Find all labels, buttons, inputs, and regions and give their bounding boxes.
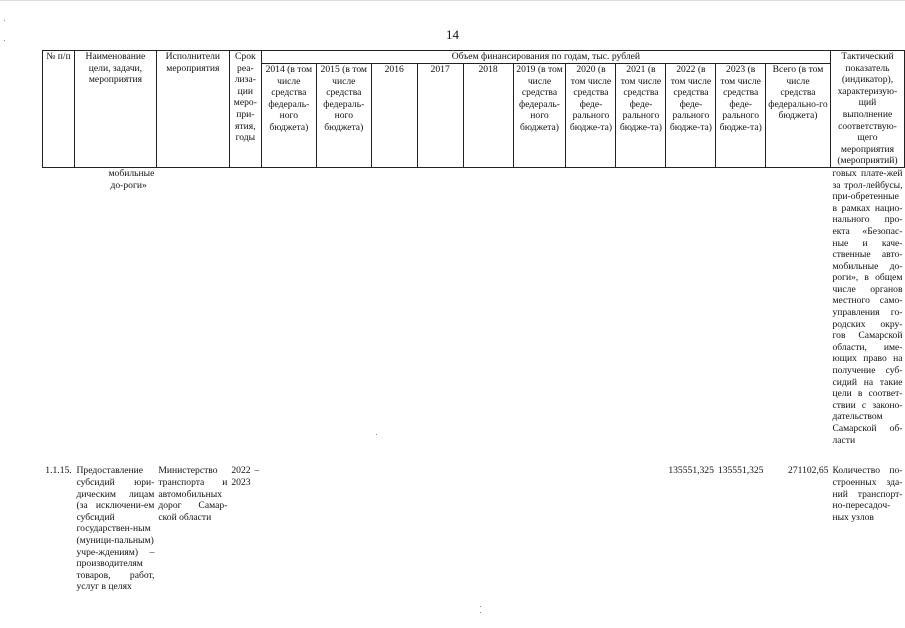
row-term	[229, 167, 261, 457]
row-num: 1.1.15.	[45, 465, 72, 477]
header-executors: Исполнители мероприятия	[156, 51, 229, 168]
header-indicator: Тактический показатель (индикатор), характеризую-щий выполнение соответствую-щего мероприятия (мероприятий)	[830, 51, 904, 168]
scan-speck	[480, 606, 481, 607]
header-year-2014: 2014 (в том числе средства федераль-ного бюджета)	[261, 64, 316, 168]
header-name: Наименование цели, задачи, мероприятия	[74, 51, 156, 168]
top-rule	[0, 0, 905, 1]
header-year-2017: 2017	[417, 64, 463, 168]
scan-speck	[480, 612, 481, 613]
row-value-total	[765, 167, 830, 457]
header-year-2022: 2022 (в том числе средства феде-рального бюдже-та)	[666, 64, 716, 168]
row-value-2023: 135551,325	[717, 465, 764, 477]
table-row	[43, 457, 905, 607]
row-num	[43, 167, 75, 457]
header-year-2023: 2023 (в том числе средства феде-рального бюдже-та)	[716, 64, 766, 168]
scan-speck	[376, 434, 377, 435]
header-year-2019: 2019 (в том числе средства федераль-ного бюджета)	[513, 64, 566, 168]
row-value-2022: 135551,325	[668, 465, 714, 477]
page-number: 14	[446, 27, 459, 42]
header-year-2015: 2015 (в том числе средства федераль-ного бюджета)	[316, 64, 371, 168]
header-year-2016: 2016	[371, 64, 417, 168]
row-value-2022	[666, 167, 716, 457]
header-year-2020: 2020 (в том числе средства феде-рального бюдже-та)	[566, 64, 616, 168]
scan-speck	[4, 40, 5, 41]
row-executors	[156, 167, 229, 457]
header-total: Всего (в том числе средства федерально-го бюджета)	[765, 64, 830, 168]
row-executors: Министерство транспорта и автомобильных дорог Самар-ской области	[158, 465, 228, 523]
row-name: мобильные до-роги»	[108, 167, 155, 191]
header-financing-group: Объем финансирования по годам, тыс. рублей	[261, 51, 830, 64]
header-num: № п/п	[43, 51, 75, 168]
row-value-total: 271102,65	[788, 465, 829, 477]
row-indicator: говых плате-жей за трол-лейбусы, при-обретенные в рамках нацио-нального про-екта «Безопас-ные и каче-ственные авто-мобильные до-роги», в общем числе органов местного само-управления го-родских окру-гов Самарской области, име-ющих право на получение суб-сидий на такие цели в соответ-ствии с законо-дательством Самарской об-ласти	[832, 167, 903, 446]
header-year-2018: 2018	[463, 64, 513, 168]
row-term: 2022 – 2023	[231, 465, 260, 489]
header-year-2021: 2021 (в том числе средства феде-рального бюдже-та)	[616, 64, 666, 168]
financing-table	[42, 50, 905, 607]
row-indicator: Количество по-строенных зда-ний транспорт-но-пересадоч-ных узлов	[832, 465, 903, 523]
header-term: Срок реа-лиза-ции меро-при-ятия, годы	[229, 51, 261, 168]
table-row	[43, 167, 905, 457]
scan-speck	[4, 20, 5, 21]
row-value-2023	[716, 167, 766, 457]
row-name: Предоставление субсидий юри-дическим лицам (за исключени-ем субсидий государствен-ным (муници-пальным) учре-ждениям) – производителям товаров, работ, услуг в целях	[76, 465, 155, 593]
